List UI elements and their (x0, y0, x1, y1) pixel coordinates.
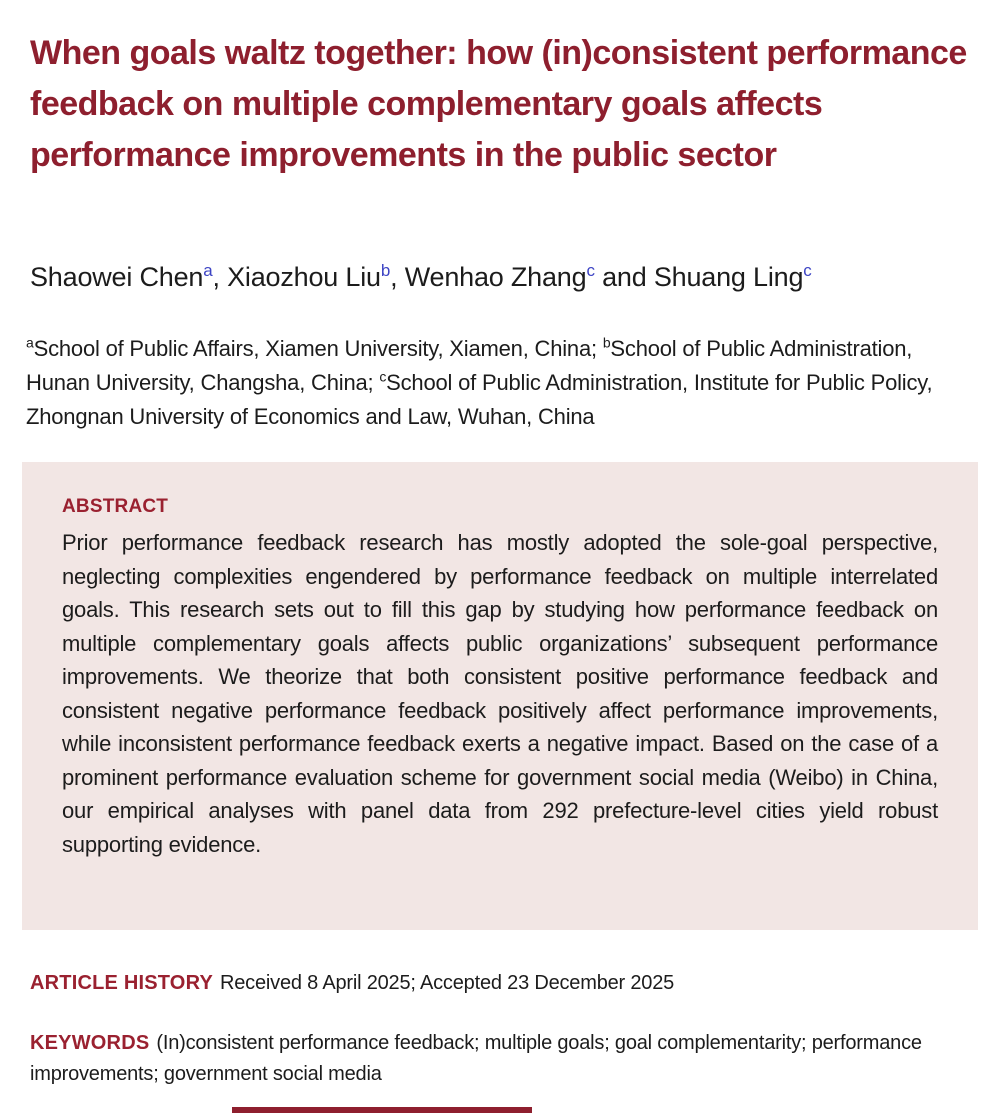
author-name-3: Wenhao Zhang (404, 262, 587, 292)
byline-separator-3: and (594, 262, 654, 292)
abstract-heading: ABSTRACT (62, 496, 169, 517)
abstract-text: Prior performance feedback research has mostly adopted the sole-goal perspective, neglecting complexities engendered by performance feedback on multiple interrelated goals. This research sets out to fill this gap by studying how performance feedback on multiple complementary goals affects public organizations’ subsequent performance improvements. We theorize that both consistent positive performance feedback and consistent negative performance feedback positively affect performance improvements, while inconsistent performance feedback exerts a negative impact. Based on the case of a prominent performance evaluation scheme for government social media (Weibo) in China, our empirical analyses with panel data from 292 prefecture-level cities yield robust supporting evidence. (62, 530, 938, 857)
author-byline (30, 260, 970, 294)
affiliation-sup-a: a (26, 334, 34, 351)
article-history-label: ARTICLE HISTORY (30, 972, 214, 994)
author-name-1: Shaowei Chen (30, 262, 204, 292)
affiliation-text-a: School of Public Affairs, Xiamen University, Xiamen, China; (33, 336, 603, 361)
abstract-box (22, 462, 978, 930)
affiliation-sup-c: c (379, 368, 387, 385)
affiliation-text-c: School of Public Administration, Institute for Public Policy, Zhongnan University of Economics and Law, Wuhan, China (26, 370, 933, 429)
keywords-text: (In)consistent performance feedback; multiple goals; goal complementarity; performance improvements; government social media (30, 1032, 922, 1085)
author-3-affiliation-sup-link[interactable]: c (586, 261, 595, 280)
byline-separator-2: , (390, 262, 405, 292)
byline-separator-1: , (212, 262, 228, 292)
affiliations (26, 332, 970, 434)
author-name-2: Xiaozhou Liu (227, 262, 381, 292)
author-1-affiliation-sup-link[interactable]: a (203, 261, 213, 280)
affiliation-text-b: School of Public Administration, Hunan University, Changsha, China; (26, 336, 913, 395)
author-2-affiliation-sup-link[interactable]: b (380, 261, 391, 280)
author-4-affiliation-sup-link[interactable]: c (803, 261, 812, 280)
affiliation-sup-b: b (602, 334, 611, 351)
article-history (30, 968, 974, 999)
keywords-label: KEYWORDS (30, 1032, 150, 1054)
article-title: When goals waltz together: how (in)consistent performance feedback on multiple complementary goals affects performance improvements in the public sector (30, 34, 967, 174)
author-name-4: Shuang Ling (653, 262, 804, 292)
keywords (30, 1028, 974, 1090)
footer-rule (232, 1107, 532, 1113)
article-history-text: Received 8 April 2025; Accepted 23 December 2025 (220, 972, 675, 994)
